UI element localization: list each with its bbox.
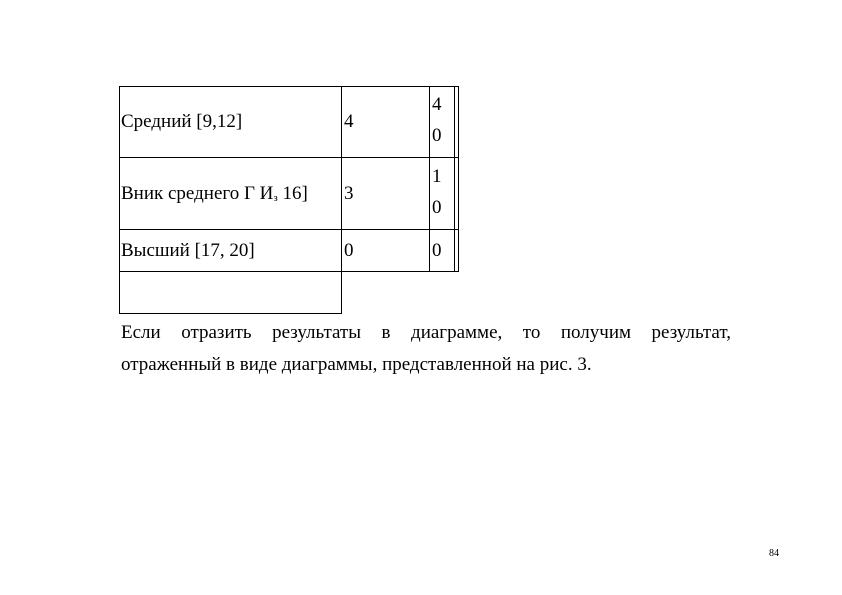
table-cell-percent: 1	[432, 166, 442, 187]
table-cell-level	[121, 183, 308, 209]
body-paragraph	[121, 317, 731, 381]
table-border	[119, 313, 342, 314]
table-cell-count: 4	[344, 111, 354, 132]
page-number: 84	[769, 548, 779, 559]
table-cell-level: Высший [17, 20]	[121, 240, 255, 261]
table-border	[429, 86, 430, 272]
table-cell-count: 0	[344, 240, 354, 261]
table-border	[458, 86, 459, 272]
table-border	[454, 86, 455, 272]
level-text-tail: 16]	[277, 183, 308, 204]
level-subscript: з	[273, 192, 278, 204]
table-border	[119, 86, 459, 87]
table-cell-percent: 0	[432, 240, 442, 261]
table-border	[119, 229, 459, 230]
table-cell-percent: 4	[432, 94, 442, 115]
table-border	[119, 157, 459, 158]
paragraph-line: отраженный в виде диаграммы, представленной на рис. 3.	[121, 354, 592, 375]
level-text: Вник среднего Г И	[121, 183, 274, 204]
paragraph-line: Если отразить результаты в диаграмме, то получим результат,	[121, 322, 731, 343]
table-cell-count: 3	[344, 183, 354, 204]
table-cell-percent: 0	[432, 125, 442, 146]
table-border	[341, 86, 342, 314]
table-border	[119, 86, 120, 314]
table-cell-level: Средний [9,12]	[121, 111, 243, 132]
table-border	[119, 271, 459, 272]
table-cell-percent: 0	[432, 197, 442, 218]
